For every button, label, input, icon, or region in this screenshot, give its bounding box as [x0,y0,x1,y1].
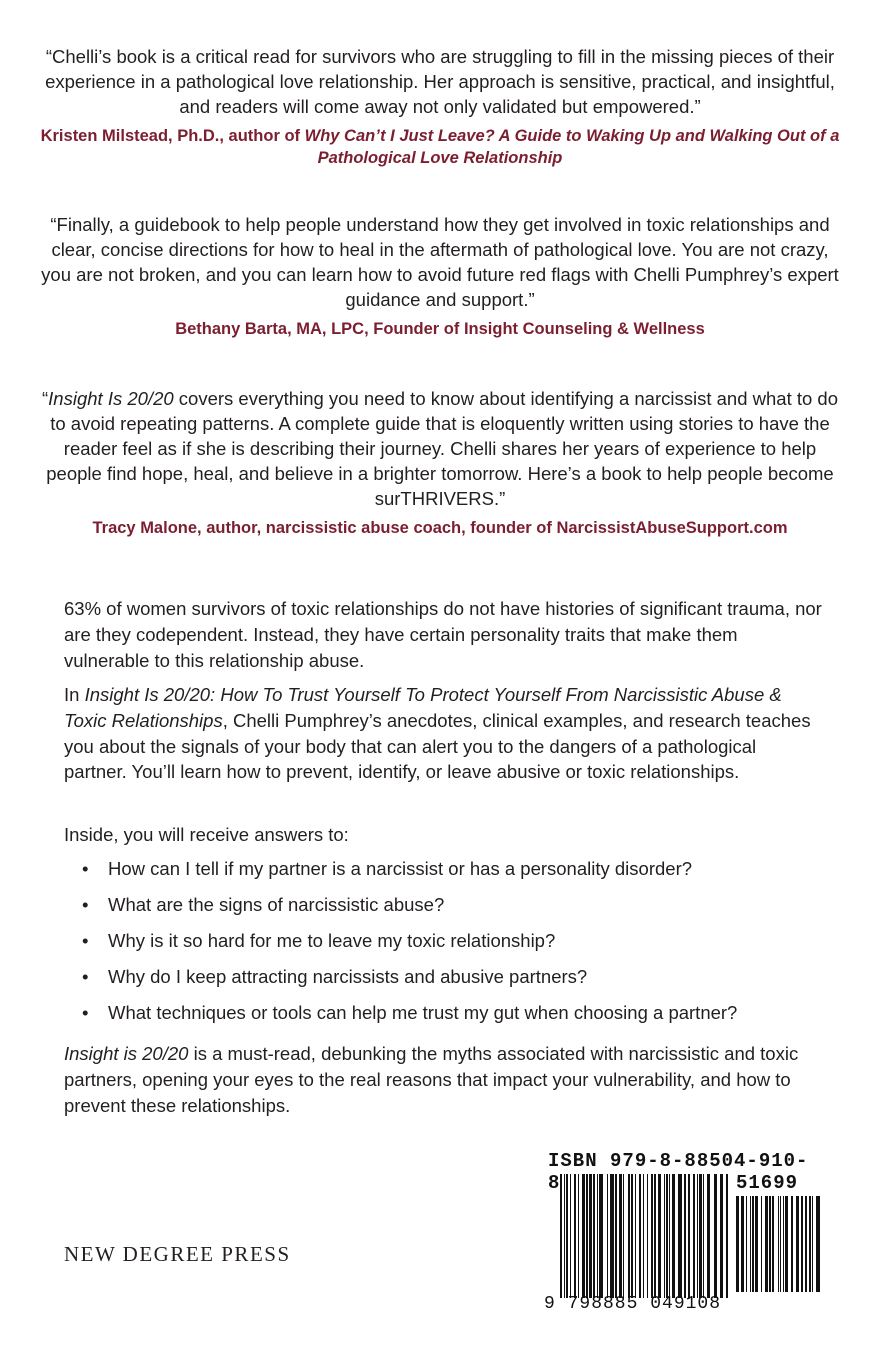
barcode-bar [586,1174,588,1298]
list-item [82,1000,842,1036]
list-item-text: Why is it so hard for me to leave my toxic relationship? [108,930,556,951]
barcode-bar [570,1174,571,1298]
barcode-bar [666,1174,668,1298]
barcode-bar [623,1174,624,1298]
barcode-bar [628,1174,630,1298]
bullet-icon: • [82,966,89,987]
barcode-bar [812,1196,813,1292]
barcode-bars-main [560,1174,730,1298]
barcode-bar [780,1196,781,1292]
paragraph-text [64,1041,824,1118]
barcode-addon-code: 51699 [736,1172,799,1194]
endorsement-quote [40,386,840,511]
barcode-bars-addon [736,1196,820,1292]
barcode-bar [566,1174,568,1298]
endorsement-attribution: Tracy Malone, author, narcissistic abuse coach, founder of NarcissistAbuseSupport.com [92,519,788,537]
bullet-icon: • [82,1002,89,1023]
bullet-icon: • [82,894,89,915]
barcode-bar [560,1174,562,1298]
barcode-bar [809,1196,811,1292]
barcode-bar [578,1174,579,1298]
attribution-name: Kristen Milstead, Ph.D., author of [40,127,305,145]
barcode-bar [597,1174,598,1298]
barcode-bar [769,1196,771,1292]
barcode-bar [707,1174,710,1298]
barcode-bar [720,1174,723,1298]
bullet-icon: • [82,930,89,951]
list-item-text: Why do I keep attracting narcissists and abusive partners? [108,966,588,987]
barcode-bar [765,1196,768,1292]
barcode-bar [761,1196,762,1292]
barcode-bar [697,1174,698,1298]
list-item-text: What are the signs of narcissistic abuse? [108,894,445,915]
paragraph-body: is a must-read, debunking the myths associated with narcissistic and toxic partners, opening your eyes to the real reasons that impact your vulnerability, and how to prevent these relationships. [64,1043,799,1116]
endorsement-attribution: Bethany Barta, MA, LPC, Founder of Insight Counseling & Wellness [175,320,705,338]
paragraph-text: 63% of women survivors of toxic relationships do not have histories of significant trauma, nor are they codependent. Instead, they have certain personality traits that make them vulnerable to this relationship abuse. [64,598,822,671]
barcode-bar [714,1174,717,1298]
paragraph-text [64,682,824,785]
barcode-bar [582,1174,585,1298]
barcode-bar [805,1196,807,1292]
barcode-bar [678,1174,682,1298]
list-item-text: What techniques or tools can help me trust my gut when choosing a partner? [108,1002,738,1023]
description-paragraph-4 [64,1041,824,1128]
barcode-bar [801,1196,803,1292]
list-item-text: How can I tell if my partner is a narcissist or has a personality disorder? [108,858,693,879]
barcode-bar [752,1196,754,1292]
barcode-bar [791,1196,793,1292]
barcode-bar [593,1174,595,1298]
list-item [82,928,842,964]
paragraph-body: , Chelli Pumphrey’s anecdotes, clinical examples, and research teaches you about the signals of your body that can alert you to the dangers of a pathological partner. You’ll learn how to prevent, identify, or leave abusive or toxic relationships. [64,709,811,783]
description-paragraph-1 [64,596,824,683]
endorsement-attribution [40,125,840,169]
barcode-bar [783,1196,784,1292]
barcode-bar [750,1196,751,1292]
paragraph-text: Inside, you will receive answers to: [64,824,349,845]
barcode-bar [669,1174,670,1298]
description-paragraph-3 [64,822,824,858]
barcode-bar [589,1174,592,1298]
book-full-title: Insight Is 20/20: How To Trust Yourself To Protect Yourself From Narcissistic Abuse & Toxic Relationships [64,684,782,731]
barcode-bar [639,1174,641,1298]
barcode-bar [615,1174,617,1298]
list-item [82,856,842,892]
barcode-bar [643,1174,644,1298]
barcode-bar [816,1196,820,1292]
barcode-bar [741,1196,744,1292]
barcode-bar [564,1174,565,1298]
barcode-bar [785,1196,788,1292]
endorsement-2 [40,212,840,340]
list-item [82,892,842,928]
barcode-digits: 9 798885 049108 [544,1294,722,1314]
paragraph-prefix: In [64,684,85,705]
endorsement-quote: “Chelli’s book is a critical read for survivors who are struggling to fill in the missing pieces of their experience in a pathological love relationship. Her approach is sensitive, practical, and insightful, and readers will come away not only validated but empowered.” [45,46,835,117]
barcode-bar [635,1174,636,1298]
question-list [82,856,842,1036]
barcode-bar [746,1196,747,1292]
barcode-bar [619,1174,622,1298]
barcode-bar [672,1174,675,1298]
barcode-bar [607,1174,608,1298]
book-title: Insight Is 20/20 [48,388,174,409]
bullet-icon: • [82,858,89,879]
barcode-bar [772,1196,774,1292]
barcode-bar [610,1174,614,1298]
barcode-bar [726,1174,728,1298]
endorsement-quote: “Finally, a guidebook to help people understand how they get involved in toxic relationships and clear, concise directions for how to heal in the aftermath of pathological love. You are not crazy, you are not broken, and you can learn how to avoid future red flags with Chelli Pumphrey’s expert guidance and support.” [41,214,839,310]
barcode-bar [574,1174,576,1298]
description-paragraph-2 [64,682,824,795]
barcode-bar [651,1174,653,1298]
barcode-bar [688,1174,690,1298]
barcode-bar [599,1174,603,1298]
endorsement-1 [40,44,840,169]
barcode-bar [693,1174,695,1298]
endorsement-3 [40,386,840,539]
barcode-bar [684,1174,686,1298]
barcode-bar [703,1174,704,1298]
barcode-bar [699,1174,702,1298]
isbn-label: ISBN 979-8-88504-910-8 [548,1150,809,1194]
list-item [82,964,842,1000]
isbn-barcode [544,1150,824,1320]
barcode-bar [778,1196,779,1292]
publisher-name: NEW DEGREE PRESS [64,1242,291,1266]
barcode-bar [796,1196,799,1292]
book-title: Insight is 20/20 [64,1043,189,1064]
barcode-bar [654,1174,656,1298]
quote-body: covers everything you need to know about identifying a narcissist and what to do to avoid repeating patterns. A complete guide that is eloquently written using stories to have the reader feel as if she is describing their journey. Chelli shares her years of experience to help people find hope, heal, and believe in a brighter tomorrow. Here’s a book to help people become surTHRIVERS.” [46,388,838,509]
barcode-bar [658,1174,661,1298]
barcode-bar [631,1174,633,1298]
barcode-bar [755,1196,758,1292]
attribution-book-title: Why Can’t I Just Leave? A Guide to Waking Up and Walking Out of a Pathological Love Relationship [304,127,840,167]
barcode-bar [647,1174,648,1298]
barcode-bar [736,1196,739,1292]
barcode-bar [664,1174,665,1298]
quote-mark: “ [42,388,49,409]
